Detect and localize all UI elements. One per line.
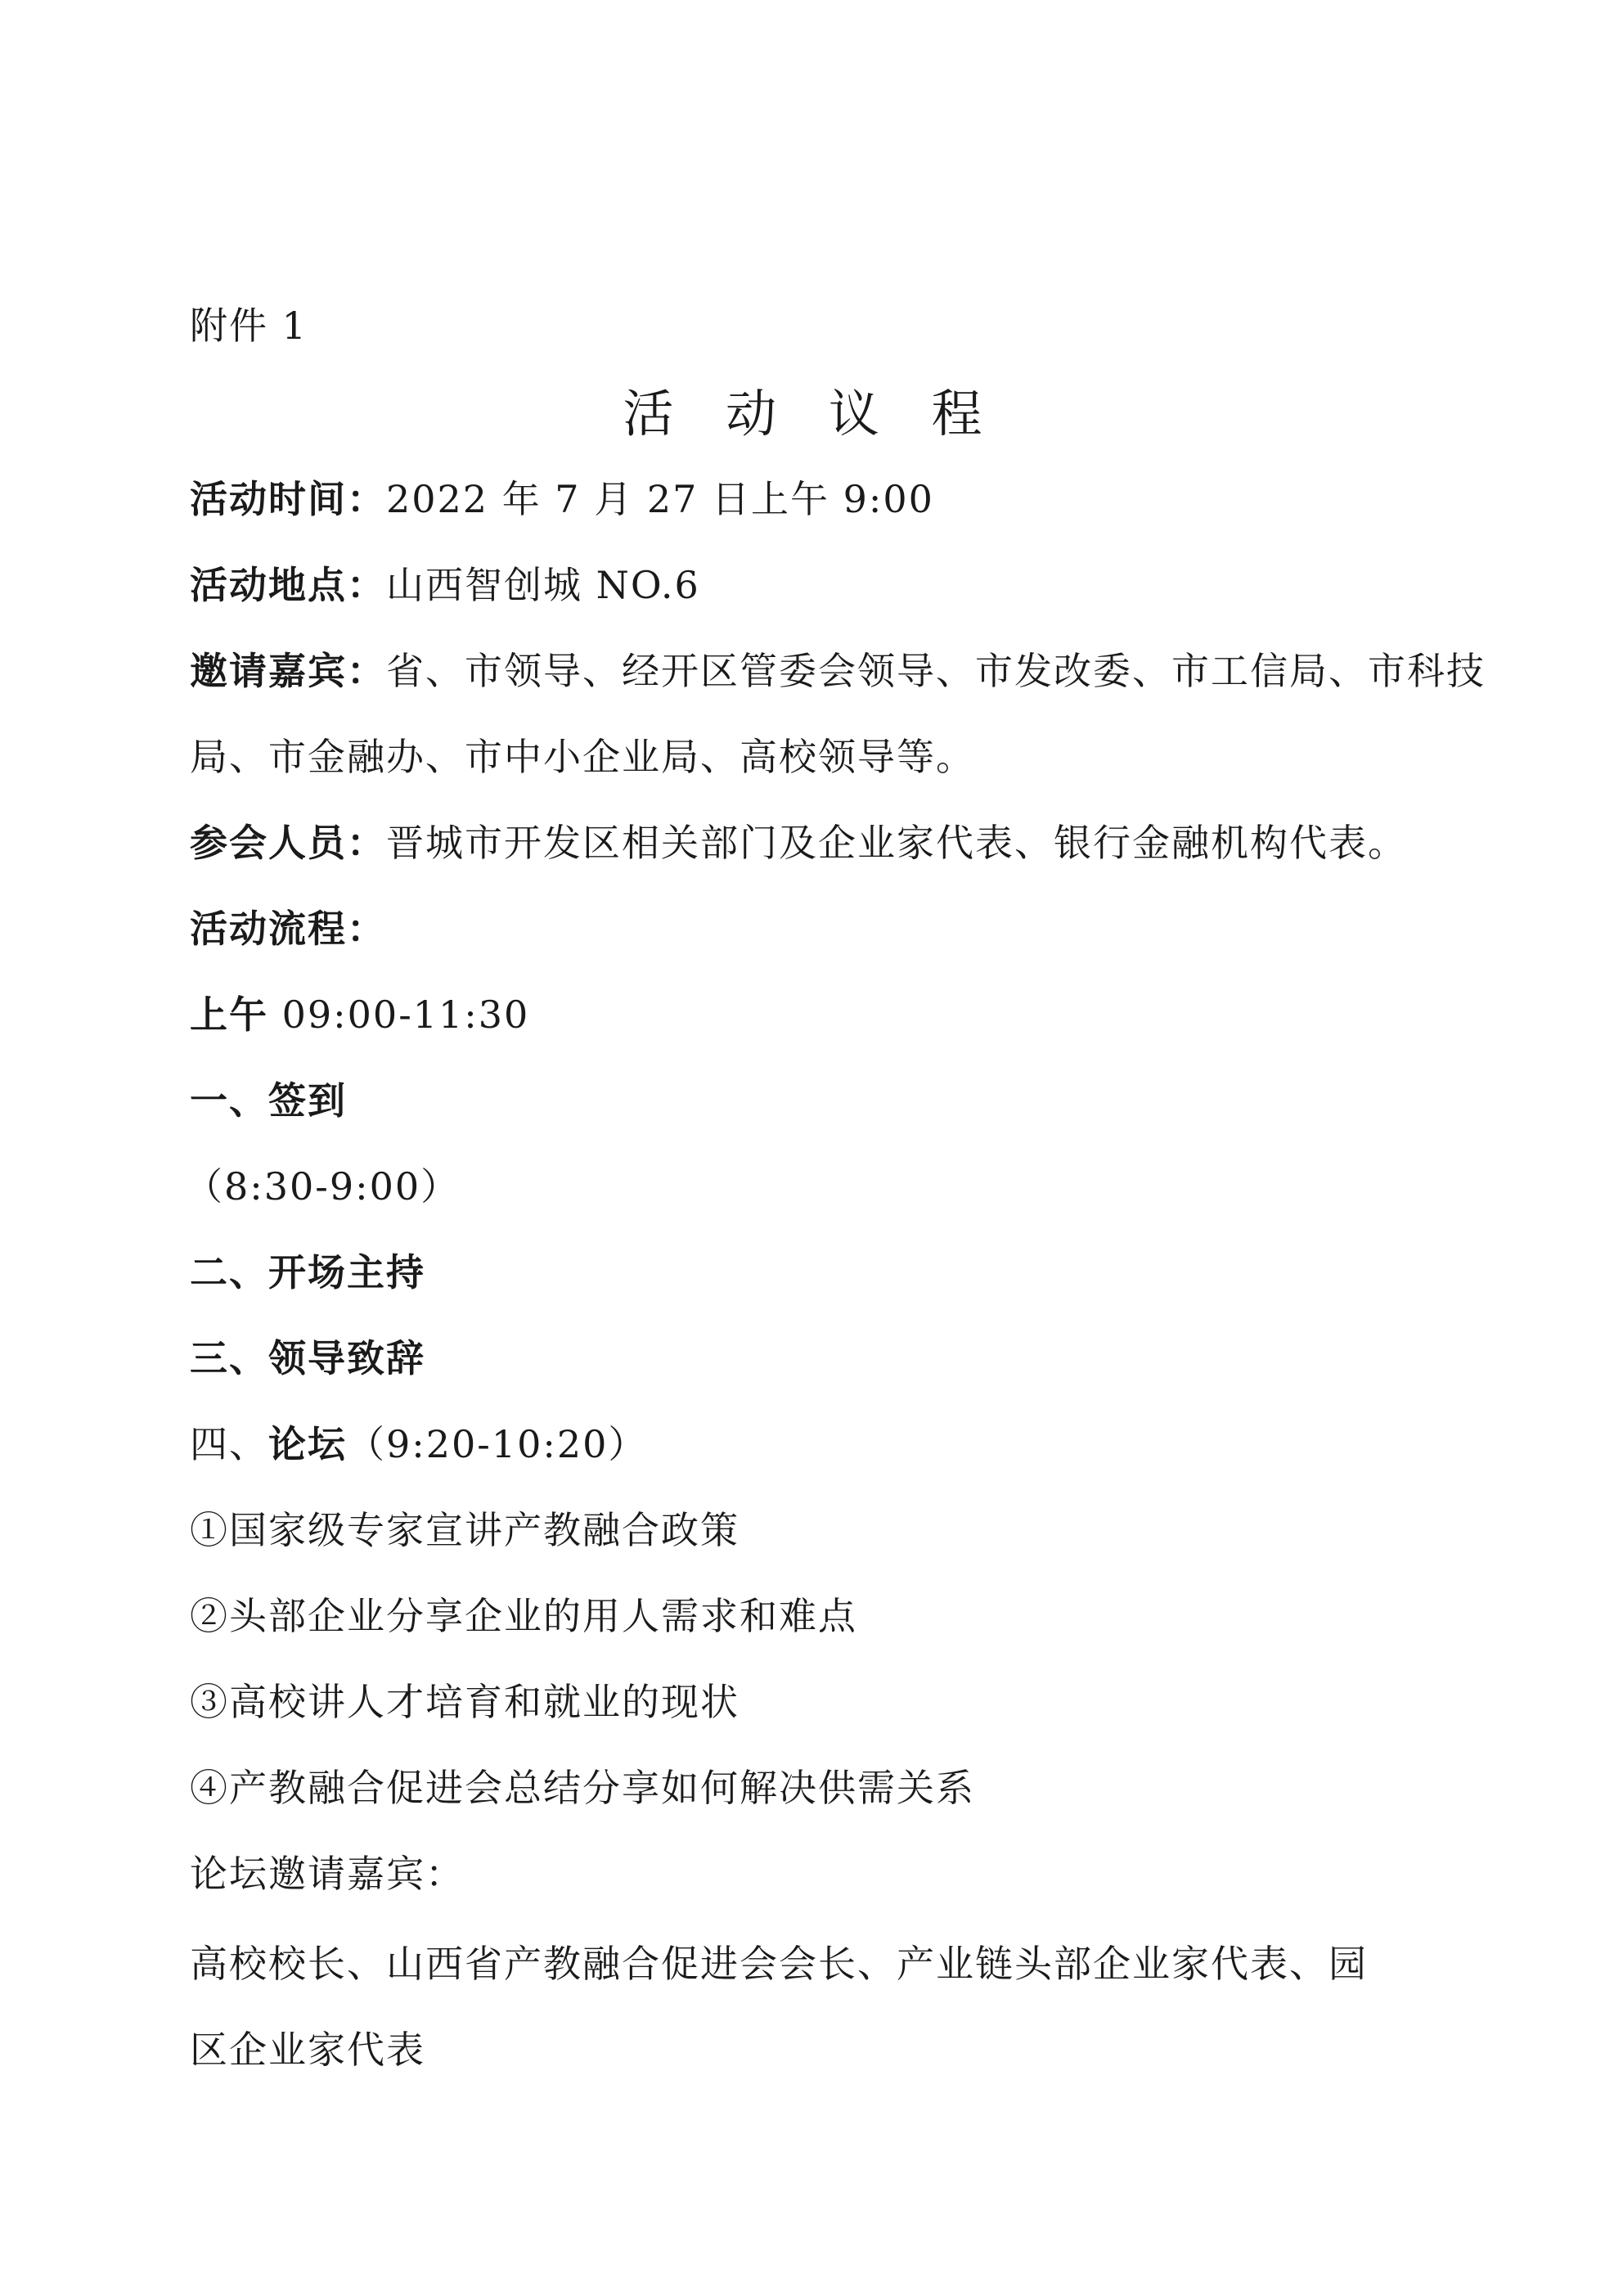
forum-guests-line1: 高校校长、山西省产教融合促进会会长、产业链头部企业家代表、园 bbox=[190, 1942, 1368, 1986]
agenda-item-4-prefix: 四、 bbox=[190, 1422, 268, 1466]
forum-item-4: ④产教融合促进会总结分享如何解决供需关系 bbox=[190, 1766, 975, 1810]
time-row bbox=[190, 475, 934, 524]
forum-item-3: ③高校讲人才培育和就业的现状 bbox=[190, 1680, 740, 1724]
forum-guests-label: 论坛邀请嘉宾： bbox=[190, 1852, 465, 1896]
place-row bbox=[190, 560, 700, 610]
guests-row bbox=[190, 646, 1486, 696]
page-title: 活 动 议 程 bbox=[623, 384, 1000, 443]
place-value: 山西智创城 NO.6 bbox=[386, 563, 700, 607]
time-label: 活动时间： bbox=[190, 477, 386, 521]
forum-item-2: ②头部企业分享企业的用人需求和难点 bbox=[190, 1594, 857, 1638]
attachment-label: 附件 1 bbox=[190, 304, 308, 348]
agenda-item-4-label: 论坛 bbox=[268, 1422, 347, 1466]
session-label: 上午 bbox=[190, 993, 268, 1037]
agenda-item-3: 三、领导致辞 bbox=[190, 1336, 425, 1380]
forum-item-1: ①国家级专家宣讲产教融合政策 bbox=[190, 1508, 740, 1552]
agenda-item-1-time: （8:30-9:00） bbox=[185, 1164, 461, 1209]
guests-value-line2: 局、市金融办、市中小企业局、高校领导等。 bbox=[190, 735, 975, 779]
attendees-value: 晋城市开发区相关部门及企业家代表、银行金融机构代表。 bbox=[386, 821, 1407, 865]
flow-label: 活动流程： bbox=[190, 907, 386, 951]
time-value: 2022 年 7 月 27 日上午 9:00 bbox=[386, 477, 934, 521]
agenda-item-2: 二、开场主持 bbox=[190, 1250, 425, 1294]
forum-guests-line2: 区企业家代表 bbox=[190, 2028, 425, 2072]
guests-value-line1: 省、市领导、经开区管委会领导、市发改委、市工信局、市科技 bbox=[386, 649, 1486, 693]
attendees-row bbox=[190, 818, 1407, 867]
agenda-item-4-time: （9:20-10:20） bbox=[347, 1422, 648, 1466]
attendees-label: 参会人员： bbox=[190, 821, 386, 865]
session-time: 09:00-11:30 bbox=[281, 993, 530, 1037]
agenda-item-1: 一、签到 bbox=[190, 1078, 347, 1123]
place-label: 活动地点： bbox=[190, 563, 386, 607]
guests-label: 邀请嘉宾： bbox=[190, 649, 386, 693]
agenda-item-4 bbox=[190, 1420, 647, 1469]
session-row bbox=[190, 990, 529, 1039]
